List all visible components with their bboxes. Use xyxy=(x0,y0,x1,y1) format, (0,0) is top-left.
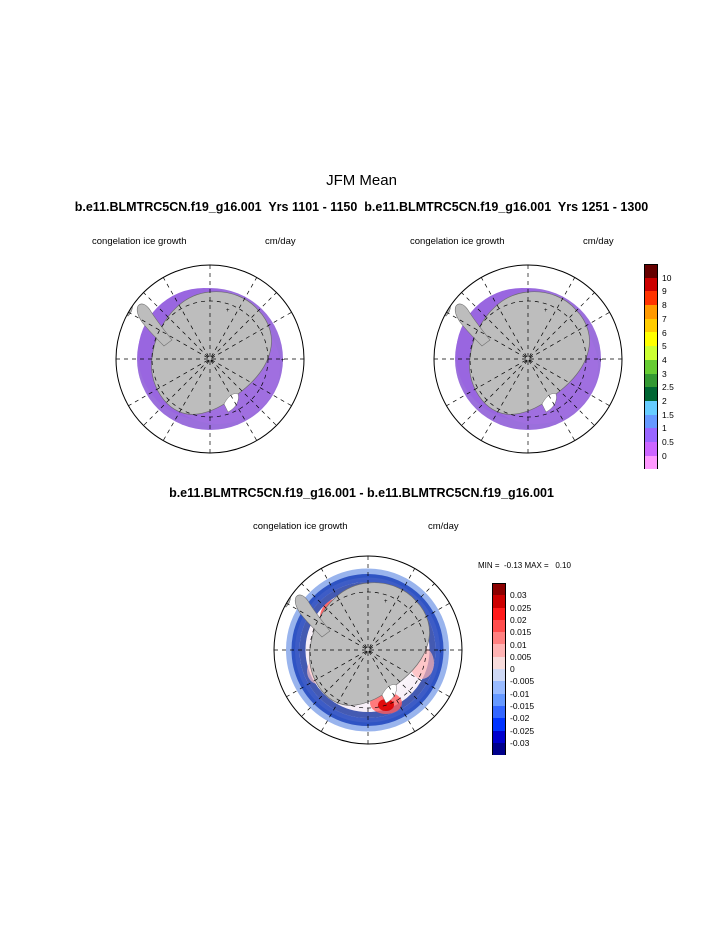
colorbar-diff-tick-label: -0.005 xyxy=(510,676,535,687)
subtitle-left: b.e11.BLMTRC5CN.f19_g16.001 Yrs 1101 - 1150 xyxy=(74,200,358,214)
colorbar-diff-tick-label: -0.01 xyxy=(510,688,530,699)
left-variable-label: congelation ice growth xyxy=(92,236,187,247)
colorbar-diff-tick-label: -0.015 xyxy=(510,700,535,711)
colorbar-main-tick-label: 5 xyxy=(662,340,667,351)
colorbar-main-swatch xyxy=(644,387,658,401)
map-panel-difference xyxy=(218,515,518,765)
map-panel-right xyxy=(378,230,678,475)
colorbar-difference xyxy=(492,583,562,756)
colorbar-diff-swatch xyxy=(492,706,506,718)
colorbar-diff-tick-label: -0.025 xyxy=(510,725,535,736)
colorbar-main xyxy=(644,264,704,470)
colorbar-main-tick-label: 3 xyxy=(662,368,667,379)
colorbar-main-swatch xyxy=(644,456,658,470)
colorbar-main-tick-label: 0.5 xyxy=(662,436,674,447)
colorbar-diff-swatch xyxy=(492,718,506,730)
colorbar-diff-tick-label: 0.005 xyxy=(510,651,532,662)
colorbar-diff-swatch xyxy=(492,595,506,607)
colorbar-main-swatch xyxy=(644,374,658,388)
colorbar-diff-tick-label: 0 xyxy=(510,663,515,674)
colorbar-diff-tick-label: 0.025 xyxy=(510,602,532,613)
colorbar-diff-tick-label: 0.015 xyxy=(510,626,532,637)
page-title: JFM Mean xyxy=(326,172,397,189)
diff-minmax-label: MIN = -0.13 MAX = 0.10 xyxy=(478,561,571,570)
colorbar-diff-swatch xyxy=(492,583,506,595)
left-polar-map xyxy=(78,254,343,474)
svg-text:+: + xyxy=(544,308,548,314)
colorbar-main-tick-label: 7 xyxy=(662,313,667,324)
colorbar-main-swatch xyxy=(644,264,658,278)
colorbar-diff-swatch xyxy=(492,694,506,706)
colorbar-main-swatch xyxy=(644,415,658,429)
colorbar-main-tick-label: 9 xyxy=(662,286,667,297)
svg-text:+: + xyxy=(439,649,443,655)
panel-subtitles xyxy=(0,200,723,214)
diff-polar-map xyxy=(236,545,501,765)
colorbar-main-tick-label: 0 xyxy=(662,450,667,461)
colorbar-main-tick-label: 4 xyxy=(662,354,667,365)
diff-variable-label: congelation ice growth xyxy=(253,521,348,532)
svg-text:+: + xyxy=(226,308,230,314)
colorbar-main-tick-label: 8 xyxy=(662,299,667,310)
colorbar-main-swatch xyxy=(644,360,658,374)
colorbar-diff-tick-label: -0.03 xyxy=(510,737,530,748)
colorbar-diff-swatch xyxy=(492,644,506,656)
subtitle-right: b.e11.BLMTRC5CN.f19_g16.001 Yrs 1251 - 1300 xyxy=(364,200,649,214)
map-panel-left xyxy=(60,230,360,475)
colorbar-diff-swatch xyxy=(492,632,506,644)
colorbar-main-swatch xyxy=(644,305,658,319)
colorbar-main-swatch xyxy=(644,401,658,415)
colorbar-main-tick-label: 2 xyxy=(662,395,667,406)
colorbar-main-swatch xyxy=(644,442,658,456)
colorbar-main-swatch xyxy=(644,291,658,305)
diff-units-label: cm/day xyxy=(428,521,459,532)
colorbar-main-swatch xyxy=(644,332,658,346)
colorbar-diff-tick-label: -0.02 xyxy=(510,713,530,724)
colorbar-main-tick-label: 10 xyxy=(662,272,672,283)
colorbar-diff-swatch xyxy=(492,620,506,632)
svg-text:+: + xyxy=(384,599,388,605)
right-units-label: cm/day xyxy=(583,236,614,247)
colorbar-main-tick-label: 1 xyxy=(662,423,667,434)
colorbar-diff-swatch xyxy=(492,731,506,743)
colorbar-main-tick-label: 2.5 xyxy=(662,382,674,393)
colorbar-diff-swatch xyxy=(492,657,506,669)
colorbar-diff-swatch xyxy=(492,743,506,755)
colorbar-diff-tick-label: 0.03 xyxy=(510,590,527,601)
svg-text:+: + xyxy=(599,358,603,364)
colorbar-main-swatch xyxy=(644,278,658,292)
difference-title: b.e11.BLMTRC5CN.f19_g16.001 - b.e11.BLMTRC5CN.f19_g16.001 xyxy=(169,486,554,500)
colorbar-main-swatch xyxy=(644,346,658,360)
colorbar-main-tick-label: 1.5 xyxy=(662,409,674,420)
colorbar-diff-tick-label: 0.01 xyxy=(510,639,527,650)
colorbar-main-tick-label: 6 xyxy=(662,327,667,338)
left-units-label: cm/day xyxy=(265,236,296,247)
colorbar-diff-swatch xyxy=(492,669,506,681)
right-variable-label: congelation ice growth xyxy=(410,236,505,247)
right-polar-map xyxy=(396,254,661,474)
svg-text:+: + xyxy=(281,358,285,364)
colorbar-diff-swatch xyxy=(492,681,506,693)
colorbar-diff-tick-label: 0.02 xyxy=(510,614,527,625)
colorbar-main-swatch xyxy=(644,319,658,333)
colorbar-diff-swatch xyxy=(492,608,506,620)
colorbar-main-swatch xyxy=(644,428,658,442)
